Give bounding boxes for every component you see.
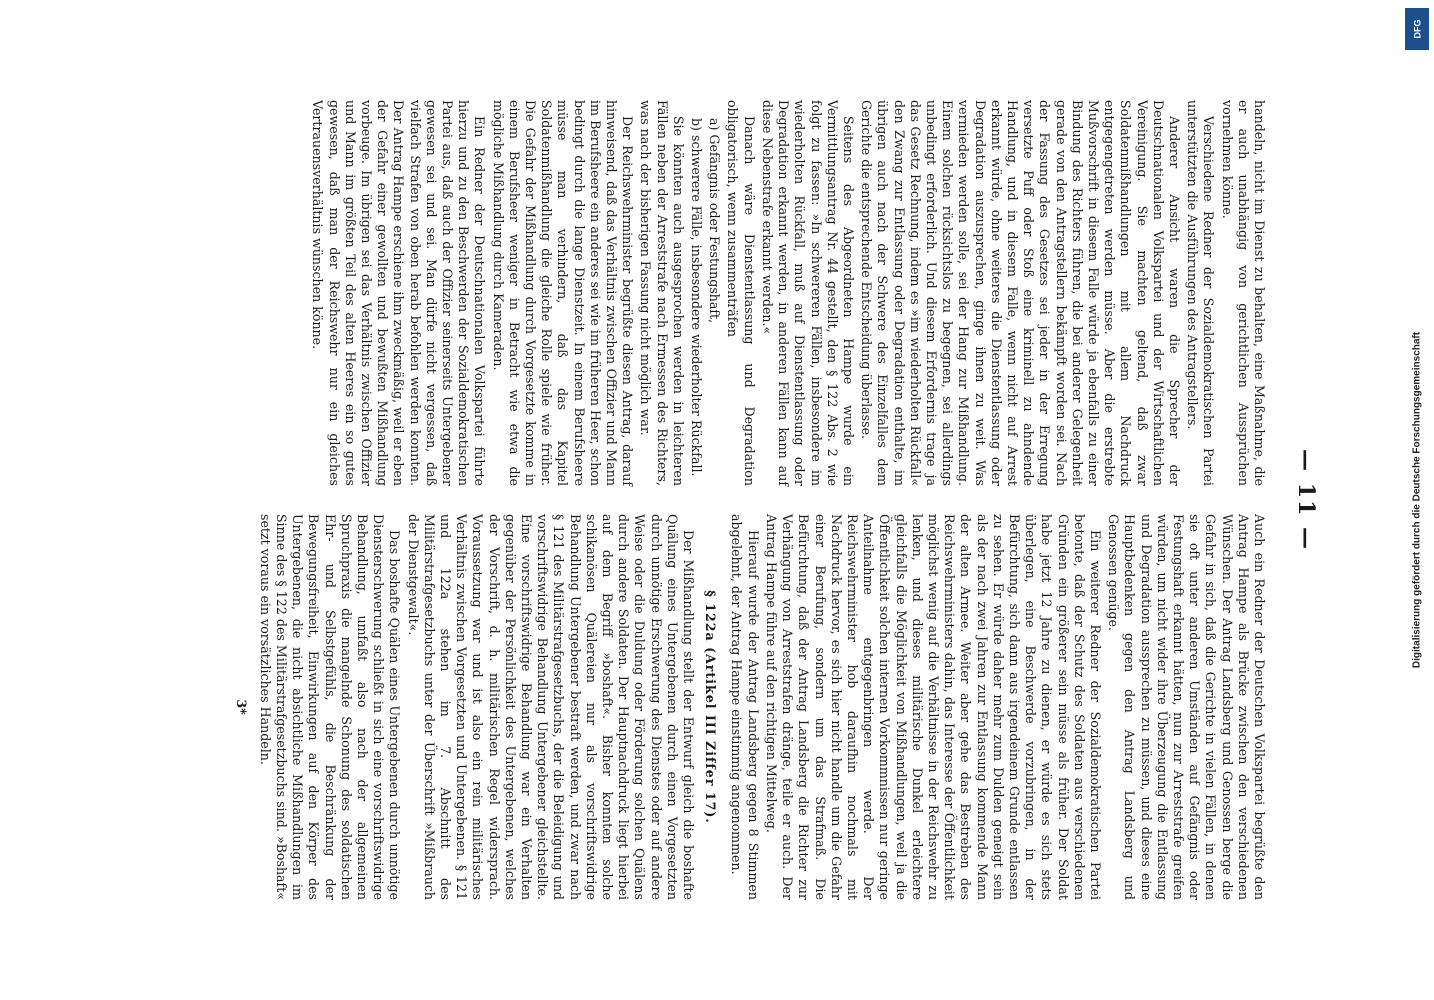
paragraph: handeln, nicht im Dienst zu behalten, eine Maßnahme, die er auch unabhängig von gerichtlichen Aussprüchen vornehmen könne.: [1219, 100, 1267, 486]
paragraph: Ein weiterer Redner der Sozialdemokratischen Partei betonte, daß der Schutz des Soldaten aus verschiedenen Gründen ein größerer sein müsse als früher. Der Soldat habe jetzt 12 Jahre zu dienen, er würde es sich stets überlegen, eine Beschwerde vorzubringen, in der Befürchtung, sich dann aus irgendeinem Grunde entlassen zu sehen. Er würde daher mehr zum Dulden geneigt sein als der nach zwei Jahren zur Entlassung kommende Mann der alten Armee. Weiter aber gehe das Bestreben des Reichswehrministers dahin, das Interesse der Öffentlichkeit möglichst wenig auf die Verhältnisse in der Reichswehr zu lenken, und dieses militärische Dunkel erleichtere gleichfalls die Möglichkeit von Mißhandlungen, weil ja die Öffentlichkeit solchen internen Vorkommnissen nur geringe Anteilnahme entgegenbringen werde. Der Reichswehrminister hob daraufhin nochmals mit Nachdruck hervor, es sich hier nicht handle um die Gefahr einer Berufung, sondern um das Strafmaß. Die Befürchtung, daß der Antrag Landsberg die Richter zur Verhängung von Arreststrafen dränge, teile er auch. Der Antrag Hampe führe auf den richtigen Mittelweg.: [763, 514, 1103, 900]
left-column: [127, 100, 1267, 486]
paragraph: Der Reichswehrminister begrüßte diesen Antrag, darauf hinweisend, daß das Verhältnis zwischen Offizier und Mann im Berufsheere ein anderes sei wie im früheren Heer, schon bedingt durch die lange Dienstzeit. In einem Berufsheere müsse man verhindern, daß das Kapitel Soldatenmißhandlung die gleiche Rolle spiele wie früher. Die Gefahr der Mißhandlung durch Vorgesetzte komme in einem Berufsheer weniger in Betracht wie etwa die mögliche Mißhandlung durch Kameraden.: [490, 100, 636, 486]
paragraph: Sie könnten auch ausgesprochen werden in leichteren Fällen neben der Arreststrafe nach Ermessen des Richters, was nach der bisherigen Fassung nicht möglich war.: [638, 100, 686, 486]
paragraph: Auch ein Redner der Deutschen Volkspartei begrüßte den Antrag Hampe als Brücke zwischen den verschiedenen Wünschen. Der Antrag Landsberg und Genossen berge die Gefahr in sich, daß die Gerichte in vielen Fällen, in denen sie oft unter anderen Umständen auf Gefängnis oder Festungshaft erkannt hätten, nun zur Arreststrafe greifen würden, um nicht wider ihre Überzeugung die Entlassung und Degradation aussprechen zu müssen, und dieses eine Hauptbedenken gegen den Antrag Landsberg und Genossen genüge.: [1106, 514, 1267, 900]
document-page: [107, 80, 1327, 920]
paragraph: Verschiedene Redner der Sozialdemokratischen Partei unterstützten die Ausführungen des Antragstellers.: [1185, 100, 1217, 486]
paragraph: Hierauf wurde der Antrag Landsberg gegen 8 Stimmen abgelehnt, der Antrag Hampe einstimmig angenommen.: [729, 514, 761, 900]
paragraph: Der Mißhandlung stellt der Entwurf gleich die boshafte Quälung eines Untergebenen durch einen Vorgesetzten durch unnötige Erschwerung des Dienstes oder auf andere Weise oder die Duldung oder Förderung solchen Quälens durch andere Soldaten. Der Hauptnachdruck liegt hierbei auf dem Begriff »boshaft«. Bisher konnten solche schikanösen Quälereien nur als vorschriftswidrige Behandlung Untergebener bestraft werden, und zwar nach § 121 des Militärstrafgesetzbuchs, der die Beleidigung und vorschriftswidrige Behandlung Untergebener gleichstellte. Eine vorschriftswidrige Behandlung war ein Verhalten gegenüber der Persönlichkeit des Untergebenen, welches der Vorschrift, d. h. militärischen Regel widersprach. Voraussetzung war und ist also ein rein militärisches Verhältnis zwischen Vorgesetzten und Untergebenen. § 121 und 122a stehen im 7. Abschnitt des Militärstrafgesetzbuchs unter der Überschrift »Mißbrauch der Dienstgewalt«.: [405, 514, 697, 900]
text-columns: [127, 100, 1267, 900]
right-column: [127, 514, 1267, 900]
signature-mark: 3*: [233, 699, 249, 715]
paragraph: Anderer Ansicht waren die Sprecher der Deutschnationalen Volkspartei und der Wirtschaftlichen Vereinigung. Sie machten geltend, daß zwar Soldatenmißhandlungen mit allem Nachdruck entgegengetreten werden müsse. Aber die erstrebte Mußvorschrift in diesem Falle würde ja ebenfalls zu einer Bindung des Richters führen, die bei anderer Gelegenheit gerade von den Antragstellern bekämpft worden sei. Nach der Fassung des Gesetzes sei jeder in der Erregung versetzte Puff oder Stoß eine kriminell zu ahndende Handlung, und in diesem Falle, wenn nicht auf Arrest erkannt würde, ohne weiteres die Dienstentlassung oder Degradation auszusprechen, ginge ihnen zu weit. Was vermieden werden solle, sei der Hang zur Mißhandlung. Einem solchen rücksichtslos zu begegnen, sei allerdings unbedingt erforderlich. Und diesem Erfordernis trage ja das Gesetz Rechnung, indem es »im wiederholten Rückfall« den Zwang zur Entlassung oder Degradation enthalte, im übrigen auch nach der Schwere des Einzelfalles dem Gerichte die entsprechende Entscheidung überlasse.: [859, 100, 1182, 486]
digitization-credit: Digitalisierung gefördert durch die Deutsche Forschungsgemeinschaft: [1411, 331, 1423, 669]
dfg-logo-label: DFG: [1412, 19, 1422, 39]
dfg-logo-icon: [1405, 8, 1429, 50]
paragraph: Danach wäre Dienstentlassung und Degradation obligatorisch, wenn zusammenträfen: [725, 100, 757, 486]
credit-strip: [1400, 0, 1434, 1000]
page-number: — 11 —: [1293, 449, 1319, 551]
paragraph: Ein Redner der Deutschnationalen Volkspartei führte hierzu und zu den Beschwerden der Sozialdemokratischen Partei aus, daß auch der Offizier seinerseits Untergebener gewesen sei und sei. Man dürfe nicht vergessen, daß vielfach Strafen von oben herab befohlen werden konnten. Der Antrag Hampe erschiene ihm zweckmäßig, weil er eben der Gefahr einer gewollten und bewußten Mißhandlung vorbeuge. Im übrigen sei das Verhältnis zwischen Offizier und Mann im größten Teil des alten Heeres ein so gutes gewesen, daß man der Reichswehr nur ein gleiches Vertrauensverhältnis wünschen könne.: [310, 100, 488, 486]
list-item: a) Gefängnis oder Festungshaft,: [707, 118, 723, 324]
paragraph: Das boshafte Quälen eines Untergebenen durch unnötige Diensterschwerung schließt in sich eine vorschriftswidrige Behandlung, umfaßt also nach der allgemeinen Spruchpraxis die mangelnde Schonung des soldatischen Ehr- und Selbstgefühls, die Beschränkung der Bewegungsfreiheit, Einwirkungen auf den Körper des Untergebenen, die nicht absichtliche Mißhandlungen im Sinne des § 122 des Militärstrafgesetzbuchs sind. »Boshaft« setzt voraus ein vorsätzliches Handeln.: [257, 514, 403, 900]
paragraph: Seitens des Abgeordneten Hampe wurde ein Vermittlungsantrag Nr. 44 gestellt, den § 122 Abs. 2 wie folgt zu fassen: »In schwereren Fällen, insbesondere im wiederholten Rückfall, muß auf Dienstentlassung oder Degradation erkannt werden, in anderen Fällen kann auf diese Nebenstrafe erkannt werden.«: [759, 100, 856, 486]
list-item: b) schwerere Fälle, insbesondere wiederholter Rückfall.: [689, 118, 705, 477]
section-heading: § 122a (Artikel III Ziffer 17).: [703, 590, 719, 824]
